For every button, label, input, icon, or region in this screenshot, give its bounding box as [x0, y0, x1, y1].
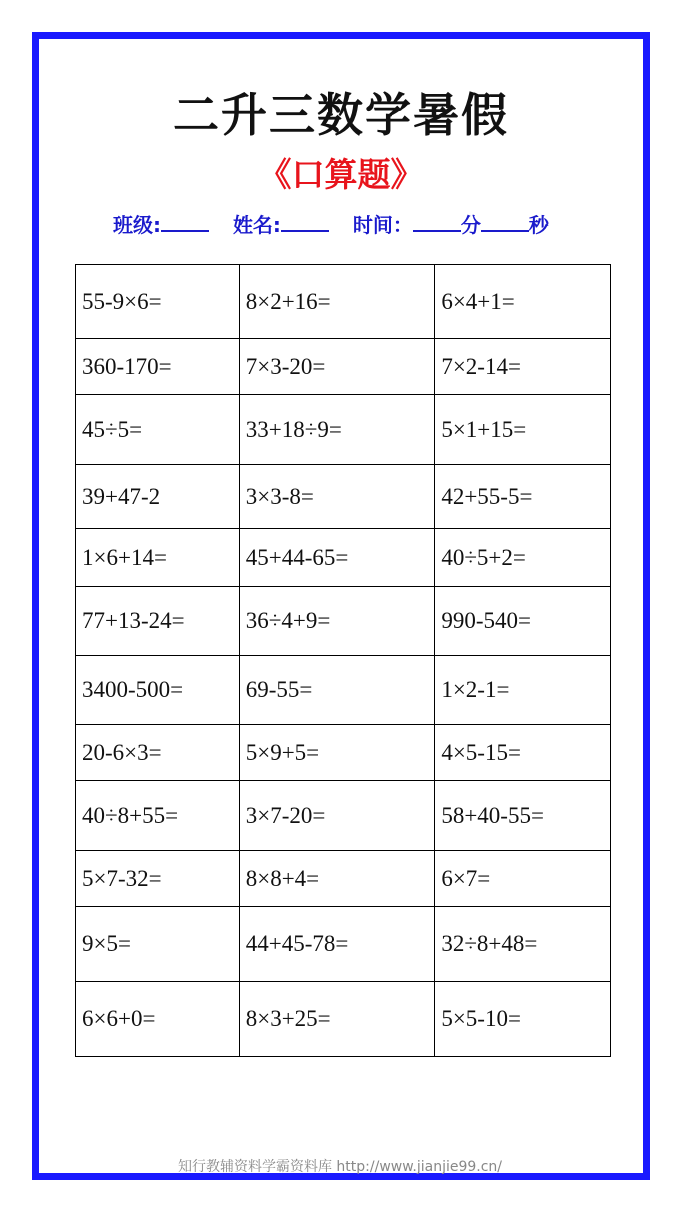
table-row — [76, 781, 611, 851]
problem-cell: 5×9+5= — [239, 725, 435, 781]
problem-cell: 6×6+0= — [76, 982, 240, 1057]
table-row — [76, 851, 611, 907]
student-info-line — [113, 209, 549, 238]
problem-cell: 8×2+16= — [239, 265, 435, 339]
problem-cell: 69-55= — [239, 656, 435, 725]
problem-cell: 9×5= — [76, 907, 240, 982]
problem-cell: 20-6×3= — [76, 725, 240, 781]
problem-cell: 3400-500= — [76, 656, 240, 725]
problem-cell: 39+47-2 — [76, 465, 240, 529]
problem-cell: 44+45-78= — [239, 907, 435, 982]
problem-cell: 5×1+15= — [435, 395, 611, 465]
class-label: 班级: — [113, 213, 161, 237]
problem-cell: 42+55-5= — [435, 465, 611, 529]
problem-cell: 3×3-8= — [239, 465, 435, 529]
second-label: 秒 — [528, 213, 549, 237]
class-blank — [161, 212, 209, 232]
problem-cell: 6×7= — [435, 851, 611, 907]
page-frame — [32, 32, 650, 1180]
problem-cell: 3×7-20= — [239, 781, 435, 851]
problem-cell: 1×2-1= — [435, 656, 611, 725]
problem-cell: 4×5-15= — [435, 725, 611, 781]
problem-cell: 6×4+1= — [435, 265, 611, 339]
problem-cell: 7×2-14= — [435, 339, 611, 395]
table-row — [76, 529, 611, 587]
table-row — [76, 339, 611, 395]
problem-cell: 990-540= — [435, 587, 611, 656]
footer-watermark: 知行教辅资料学霸资料库 http://www.jianjie99.cn/ — [177, 1159, 503, 1175]
table-row — [76, 265, 611, 339]
problem-cell: 32÷8+48= — [435, 907, 611, 982]
problem-cell: 40÷8+55= — [76, 781, 240, 851]
problem-cell: 36÷4+9= — [239, 587, 435, 656]
problem-cell: 5×7-32= — [76, 851, 240, 907]
problem-cell: 58+40-55= — [435, 781, 611, 851]
table-row — [76, 656, 611, 725]
table-row — [76, 587, 611, 656]
table-row — [76, 982, 611, 1057]
problem-cell: 5×5-10= — [435, 982, 611, 1057]
name-label: 姓名: — [232, 213, 281, 237]
second-blank — [481, 212, 529, 232]
table-row — [76, 465, 611, 529]
table-row — [76, 395, 611, 465]
problem-cell: 77+13-24= — [76, 587, 240, 656]
problem-cell: 33+18÷9= — [239, 395, 435, 465]
problem-cell: 55-9×6= — [76, 265, 240, 339]
problem-cell: 7×3-20= — [239, 339, 435, 395]
problem-cell: 8×3+25= — [239, 982, 435, 1057]
problem-cell: 45÷5= — [76, 395, 240, 465]
problem-cell: 40÷5+2= — [435, 529, 611, 587]
page-subtitle: 《口算题》 — [258, 155, 424, 194]
problem-cell: 8×8+4= — [239, 851, 435, 907]
minute-blank — [413, 212, 461, 232]
table-row — [76, 907, 611, 982]
problem-cell: 360-170= — [76, 339, 240, 395]
name-blank — [281, 212, 329, 232]
problem-table — [75, 264, 611, 1057]
minute-label: 分 — [460, 213, 481, 237]
problem-cell: 1×6+14= — [76, 529, 240, 587]
problem-cell: 45+44-65= — [239, 529, 435, 587]
table-row — [76, 725, 611, 781]
time-label: 时间： — [352, 213, 413, 237]
page-title: 二升三数学暑假 — [173, 88, 509, 142]
